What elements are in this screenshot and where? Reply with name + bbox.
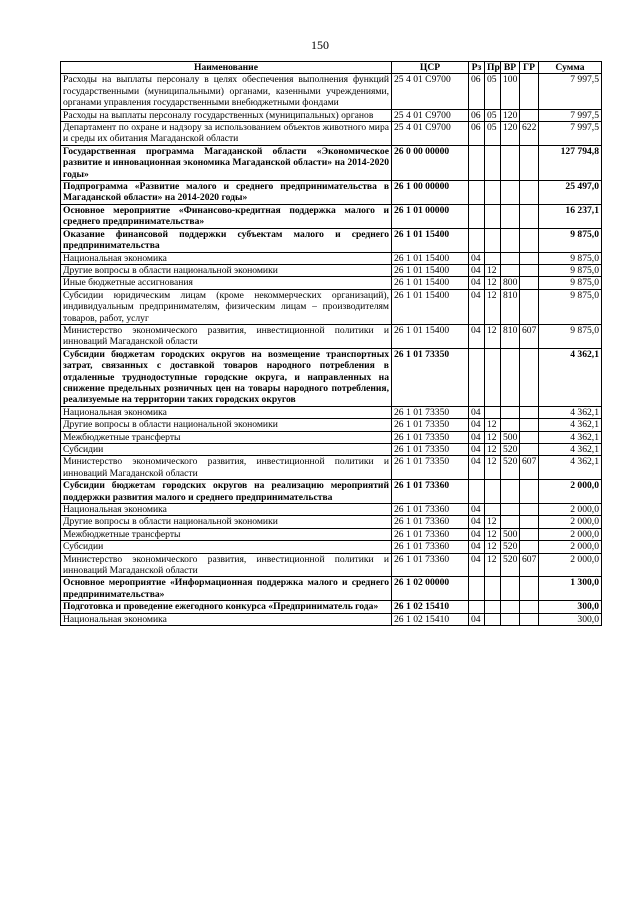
table-row (61, 109, 602, 121)
cell-vr (501, 504, 520, 516)
header-csr: ЦСР (392, 62, 469, 74)
cell-name: Иные бюджетные ассигнования (61, 277, 392, 289)
header-vr: ВР (501, 62, 520, 74)
table-row (61, 406, 602, 418)
cell-gr (520, 541, 539, 553)
cell-sum: 7 997,5 (539, 109, 602, 121)
cell-gr (520, 181, 539, 205)
cell-pr: 12 (485, 553, 501, 577)
header-gr: ГР (520, 62, 539, 74)
cell-vr (501, 228, 520, 252)
cell-csr: 26 1 02 15410 (392, 613, 469, 625)
cell-sum: 9 875,0 (539, 324, 602, 348)
table-row (61, 348, 602, 406)
table-row (61, 74, 602, 109)
cell-csr: 26 1 01 73350 (392, 348, 469, 406)
cell-gr (520, 419, 539, 431)
cell-csr: 26 1 01 73350 (392, 444, 469, 456)
cell-rz: 04 (469, 406, 485, 418)
cell-rz: 06 (469, 74, 485, 109)
cell-name: Другие вопросы в области национальной экономики (61, 516, 392, 528)
cell-csr: 25 4 01 С9700 (392, 109, 469, 121)
cell-sum: 127 794,8 (539, 145, 602, 180)
cell-sum: 2 000,0 (539, 553, 602, 577)
cell-pr (485, 504, 501, 516)
cell-pr (485, 228, 501, 252)
cell-gr (520, 528, 539, 540)
cell-pr (485, 406, 501, 418)
cell-sum: 4 362,1 (539, 348, 602, 406)
cell-pr (485, 252, 501, 264)
cell-pr: 12 (485, 541, 501, 553)
table-row (61, 181, 602, 205)
cell-rz: 04 (469, 264, 485, 276)
cell-rz: 04 (469, 553, 485, 577)
table-row (61, 601, 602, 613)
cell-gr (520, 74, 539, 109)
cell-pr: 12 (485, 431, 501, 443)
cell-sum: 300,0 (539, 601, 602, 613)
table-row (61, 516, 602, 528)
cell-sum: 300,0 (539, 613, 602, 625)
cell-sum: 2 000,0 (539, 504, 602, 516)
cell-vr: 500 (501, 431, 520, 443)
table-row (61, 204, 602, 228)
cell-rz (469, 228, 485, 252)
cell-rz (469, 181, 485, 205)
cell-csr: 26 1 01 73360 (392, 516, 469, 528)
cell-rz (469, 601, 485, 613)
cell-gr (520, 577, 539, 601)
cell-sum: 2 000,0 (539, 480, 602, 504)
cell-rz: 04 (469, 277, 485, 289)
cell-gr: 607 (520, 456, 539, 480)
cell-csr: 26 1 01 73360 (392, 504, 469, 516)
cell-sum: 2 000,0 (539, 516, 602, 528)
cell-vr: 120 (501, 122, 520, 146)
cell-sum: 9 875,0 (539, 228, 602, 252)
cell-csr: 26 1 01 15400 (392, 252, 469, 264)
cell-name: Расходы на выплаты персоналу в целях обеспечения выполнения функций государственными (муниципальными) органами, казенными учреждениями, органами управления государственными внебюджетными фондами (61, 74, 392, 109)
cell-pr: 05 (485, 122, 501, 146)
cell-pr (485, 480, 501, 504)
cell-name: Подготовка и проведение ежегодного конкурса «Предприниматель года» (61, 601, 392, 613)
cell-csr: 26 1 01 73360 (392, 528, 469, 540)
cell-csr: 26 1 01 73360 (392, 480, 469, 504)
cell-pr: 12 (485, 516, 501, 528)
cell-name: Министерство экономического развития, инвестиционной политики и инноваций Магаданской области (61, 456, 392, 480)
cell-name: Национальная экономика (61, 252, 392, 264)
cell-vr: 810 (501, 289, 520, 324)
cell-csr: 26 1 01 15400 (392, 264, 469, 276)
cell-pr (485, 613, 501, 625)
cell-csr: 26 1 01 15400 (392, 324, 469, 348)
table-row (61, 289, 602, 324)
table-row (61, 553, 602, 577)
cell-rz: 04 (469, 324, 485, 348)
cell-vr: 100 (501, 74, 520, 109)
cell-pr: 12 (485, 324, 501, 348)
cell-pr: 12 (485, 528, 501, 540)
cell-vr: 520 (501, 541, 520, 553)
cell-gr (520, 145, 539, 180)
cell-gr: 607 (520, 324, 539, 348)
cell-sum: 7 997,5 (539, 122, 602, 146)
cell-csr: 26 1 01 73350 (392, 406, 469, 418)
cell-pr (485, 577, 501, 601)
cell-pr: 12 (485, 456, 501, 480)
cell-gr (520, 204, 539, 228)
cell-csr: 26 0 00 00000 (392, 145, 469, 180)
cell-vr: 500 (501, 528, 520, 540)
cell-csr: 26 1 01 73360 (392, 541, 469, 553)
cell-name: Национальная экономика (61, 504, 392, 516)
cell-gr (520, 289, 539, 324)
cell-vr (501, 145, 520, 180)
cell-gr: 622 (520, 122, 539, 146)
cell-pr: 12 (485, 277, 501, 289)
cell-rz: 04 (469, 504, 485, 516)
table-row (61, 122, 602, 146)
cell-rz: 06 (469, 109, 485, 121)
cell-vr (501, 577, 520, 601)
cell-gr (520, 277, 539, 289)
cell-name: Субсидии бюджетам городских округов на реализацию мероприятий поддержки развития малого и среднего предпринимательства (61, 480, 392, 504)
table-row (61, 456, 602, 480)
cell-vr (501, 252, 520, 264)
cell-name: Субсидии (61, 444, 392, 456)
cell-vr (501, 406, 520, 418)
cell-name: Основное мероприятие «Финансово-кредитная поддержка малого и среднего предпринимательства» (61, 204, 392, 228)
cell-csr: 26 1 01 15400 (392, 277, 469, 289)
cell-name: Расходы на выплаты персоналу государственных (муниципальных) органов (61, 109, 392, 121)
page-number: 150 (311, 38, 329, 52)
table-row (61, 264, 602, 276)
cell-name: Субсидии (61, 541, 392, 553)
cell-pr (485, 145, 501, 180)
cell-pr (485, 181, 501, 205)
cell-vr (501, 348, 520, 406)
cell-csr: 26 1 02 15410 (392, 601, 469, 613)
cell-rz: 04 (469, 444, 485, 456)
table-row (61, 528, 602, 540)
cell-sum: 1 300,0 (539, 577, 602, 601)
budget-table (60, 61, 602, 626)
cell-sum: 7 997,5 (539, 74, 602, 109)
cell-sum: 4 362,1 (539, 444, 602, 456)
cell-gr (520, 480, 539, 504)
cell-csr: 26 1 01 00000 (392, 204, 469, 228)
cell-name: Национальная экономика (61, 406, 392, 418)
cell-csr: 26 1 01 73350 (392, 431, 469, 443)
cell-csr: 26 1 01 15400 (392, 289, 469, 324)
cell-gr (520, 252, 539, 264)
cell-name: Государственная программа Магаданской области «Экономическое развитие и инновационная экономика Магаданской области» на 2014-2020 годы» (61, 145, 392, 180)
cell-csr: 26 1 01 73350 (392, 456, 469, 480)
cell-csr: 25 4 01 С9700 (392, 122, 469, 146)
cell-name: Межбюджетные трансферты (61, 431, 392, 443)
cell-csr: 26 1 02 00000 (392, 577, 469, 601)
cell-pr (485, 601, 501, 613)
cell-vr: 520 (501, 444, 520, 456)
cell-pr (485, 204, 501, 228)
cell-vr (501, 613, 520, 625)
cell-name: Министерство экономического развития, инвестиционной политики и инноваций Магаданской области (61, 324, 392, 348)
cell-csr: 26 1 01 73350 (392, 419, 469, 431)
cell-name: Национальная экономика (61, 613, 392, 625)
cell-rz (469, 577, 485, 601)
cell-gr (520, 516, 539, 528)
cell-rz: 04 (469, 541, 485, 553)
cell-gr (520, 109, 539, 121)
header-sum: Сумма (539, 62, 602, 74)
cell-pr: 12 (485, 289, 501, 324)
cell-vr (501, 264, 520, 276)
cell-rz (469, 204, 485, 228)
cell-pr (485, 348, 501, 406)
cell-vr (501, 480, 520, 504)
cell-sum: 25 497,0 (539, 181, 602, 205)
cell-gr (520, 444, 539, 456)
cell-rz: 06 (469, 122, 485, 146)
cell-rz: 04 (469, 431, 485, 443)
cell-gr (520, 504, 539, 516)
cell-vr (501, 181, 520, 205)
cell-csr: 26 1 01 15400 (392, 228, 469, 252)
cell-gr (520, 348, 539, 406)
cell-gr (520, 431, 539, 443)
table-row (61, 504, 602, 516)
cell-vr: 520 (501, 456, 520, 480)
cell-sum: 2 000,0 (539, 541, 602, 553)
cell-sum: 4 362,1 (539, 406, 602, 418)
cell-name: Подпрограмма «Развитие малого и среднего предпринимательства в Магаданской области» на 2014-2020 годы» (61, 181, 392, 205)
cell-rz: 04 (469, 289, 485, 324)
cell-name: Основное мероприятие «Информационная поддержка малого и среднего предпринимательства» (61, 577, 392, 601)
table-row (61, 444, 602, 456)
cell-csr: 26 1 00 00000 (392, 181, 469, 205)
cell-vr: 800 (501, 277, 520, 289)
cell-rz: 04 (469, 456, 485, 480)
cell-gr (520, 613, 539, 625)
header-pr: Пр (485, 62, 501, 74)
cell-vr (501, 204, 520, 228)
header-name: Наименование (61, 62, 392, 74)
cell-name: Министерство экономического развития, инвестиционной политики и инноваций Магаданской области (61, 553, 392, 577)
table-row (61, 541, 602, 553)
cell-name: Субсидии бюджетам городских округов на возмещение транспортных затрат, связанных с доставкой товаров народного потребления в отдаленные труднодоступные городские округа, и направленных на снижение предельных розничных цен на товары народного потребления, реализуемые на территории таких городских округов (61, 348, 392, 406)
cell-vr (501, 516, 520, 528)
cell-rz: 04 (469, 516, 485, 528)
cell-name: Межбюджетные трансферты (61, 528, 392, 540)
cell-gr (520, 601, 539, 613)
cell-sum: 9 875,0 (539, 252, 602, 264)
cell-vr: 120 (501, 109, 520, 121)
table-row (61, 252, 602, 264)
cell-name: Другие вопросы в области национальной экономики (61, 419, 392, 431)
cell-rz: 04 (469, 613, 485, 625)
cell-name: Департамент по охране и надзору за использованием объектов животного мира и среды их обитания Магаданской области (61, 122, 392, 146)
cell-rz: 04 (469, 252, 485, 264)
cell-vr: 810 (501, 324, 520, 348)
cell-sum: 4 362,1 (539, 456, 602, 480)
cell-name: Субсидии юридическим лицам (кроме некоммерческих организаций), индивидуальным предпринимателям, физическим лицам – производителям товаров, работ, услуг (61, 289, 392, 324)
cell-gr (520, 406, 539, 418)
cell-sum: 9 875,0 (539, 264, 602, 276)
cell-gr (520, 228, 539, 252)
table-row (61, 324, 602, 348)
cell-name: Оказание финансовой поддержки субъектам малого и среднего предпринимательства (61, 228, 392, 252)
cell-pr: 05 (485, 109, 501, 121)
cell-pr: 12 (485, 419, 501, 431)
cell-sum: 4 362,1 (539, 419, 602, 431)
table-row (61, 145, 602, 180)
cell-sum: 2 000,0 (539, 528, 602, 540)
cell-pr: 12 (485, 444, 501, 456)
cell-rz (469, 145, 485, 180)
table-row (61, 277, 602, 289)
table-row (61, 228, 602, 252)
cell-rz: 04 (469, 419, 485, 431)
cell-gr: 607 (520, 553, 539, 577)
table-row (61, 419, 602, 431)
cell-pr: 05 (485, 74, 501, 109)
cell-vr: 520 (501, 553, 520, 577)
cell-csr: 25 4 01 С9700 (392, 74, 469, 109)
cell-gr (520, 264, 539, 276)
cell-rz (469, 348, 485, 406)
cell-sum: 9 875,0 (539, 289, 602, 324)
table-row (61, 577, 602, 601)
cell-csr: 26 1 01 73360 (392, 553, 469, 577)
table-row (61, 431, 602, 443)
table-row (61, 613, 602, 625)
header-rz: Рз (469, 62, 485, 74)
cell-rz (469, 480, 485, 504)
cell-name: Другие вопросы в области национальной экономики (61, 264, 392, 276)
cell-sum: 16 237,1 (539, 204, 602, 228)
cell-vr (501, 419, 520, 431)
cell-sum: 4 362,1 (539, 431, 602, 443)
table-header-row (61, 62, 602, 74)
cell-vr (501, 601, 520, 613)
cell-rz: 04 (469, 528, 485, 540)
cell-pr: 12 (485, 264, 501, 276)
table-row (61, 480, 602, 504)
cell-sum: 9 875,0 (539, 277, 602, 289)
